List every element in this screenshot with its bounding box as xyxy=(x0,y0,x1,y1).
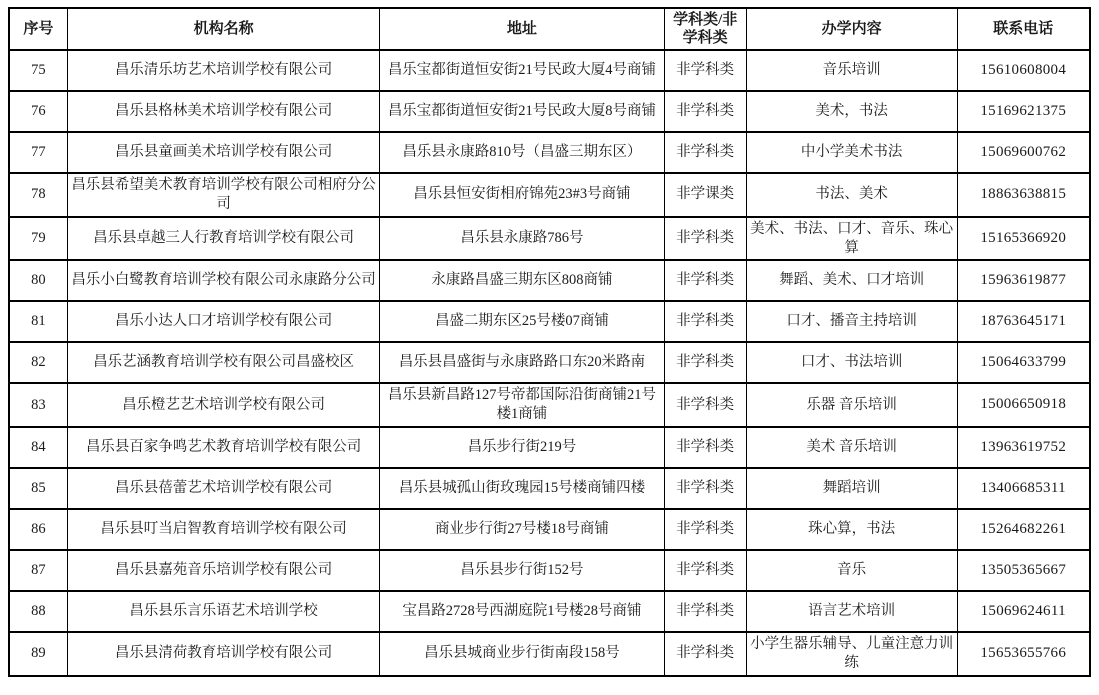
cell-address: 昌乐县恒安街相府锦苑23#3号商铺 xyxy=(380,173,664,217)
cell-category: 非学科类 xyxy=(664,591,746,632)
table-row xyxy=(9,468,1090,509)
cell-institution-name: 昌乐县叮当启智教育培训学校有限公司 xyxy=(67,509,379,550)
cell-category: 非学科类 xyxy=(664,260,746,301)
cell-institution-name: 昌乐县卓越三人行教育培训学校有限公司 xyxy=(67,217,379,261)
cell-address: 昌乐县永康路810号（昌盛三期东区） xyxy=(380,132,664,173)
cell-contact-phone: 18763645171 xyxy=(957,301,1090,342)
cell-address: 商业步行街27号楼18号商铺 xyxy=(380,509,664,550)
table-row xyxy=(9,342,1090,383)
cell-contact-phone: 18863638815 xyxy=(957,173,1090,217)
cell-teaching-content: 舞蹈、美术、口才培训 xyxy=(746,260,957,301)
cell-teaching-content: 珠心算，书法 xyxy=(746,509,957,550)
cell-teaching-content: 美术，书法 xyxy=(746,91,957,132)
table-row xyxy=(9,132,1090,173)
cell-address: 昌乐县新昌路127号帝都国际沿街商铺21号楼1商铺 xyxy=(380,383,664,427)
table-row xyxy=(9,591,1090,632)
cell-serial-number: 80 xyxy=(9,260,67,301)
cell-address: 宝昌路2728号西湖庭院1号楼28号商铺 xyxy=(380,591,664,632)
cell-contact-phone: 13963619752 xyxy=(957,427,1090,468)
cell-serial-number: 84 xyxy=(9,427,67,468)
column-header-teaching-content: 办学内容 xyxy=(746,8,957,50)
cell-address: 永康路昌盛三期东区808商铺 xyxy=(380,260,664,301)
cell-teaching-content: 口才、播音主持培训 xyxy=(746,301,957,342)
cell-contact-phone: 15264682261 xyxy=(957,509,1090,550)
cell-category: 非学科类 xyxy=(664,383,746,427)
training-institutions-table-container xyxy=(8,7,1091,677)
cell-contact-phone: 15653655766 xyxy=(957,632,1090,676)
cell-contact-phone: 15169621375 xyxy=(957,91,1090,132)
table-row xyxy=(9,301,1090,342)
cell-address: 昌乐县步行街152号 xyxy=(380,550,664,591)
cell-institution-name: 昌乐县希望美术教育培训学校有限公司相府分公司 xyxy=(67,173,379,217)
cell-institution-name: 昌乐县蓓蕾艺术培训学校有限公司 xyxy=(67,468,379,509)
cell-serial-number: 82 xyxy=(9,342,67,383)
cell-serial-number: 87 xyxy=(9,550,67,591)
cell-address: 昌乐宝都街道恒安街21号民政大厦4号商铺 xyxy=(380,50,664,91)
cell-teaching-content: 书法、美术 xyxy=(746,173,957,217)
cell-serial-number: 83 xyxy=(9,383,67,427)
cell-serial-number: 85 xyxy=(9,468,67,509)
cell-institution-name: 昌乐县格林美术培训学校有限公司 xyxy=(67,91,379,132)
cell-institution-name: 昌乐县童画美术培训学校有限公司 xyxy=(67,132,379,173)
cell-category: 非学科类 xyxy=(664,550,746,591)
cell-category: 非学课类 xyxy=(664,173,746,217)
column-header-address: 地址 xyxy=(380,8,664,50)
cell-teaching-content: 语言艺术培训 xyxy=(746,591,957,632)
cell-category: 非学科类 xyxy=(664,50,746,91)
training-institutions-table xyxy=(8,7,1091,677)
cell-category: 非学科类 xyxy=(664,132,746,173)
cell-contact-phone: 15165366920 xyxy=(957,217,1090,261)
cell-contact-phone: 15610608004 xyxy=(957,50,1090,91)
cell-address: 昌盛二期东区25号楼07商铺 xyxy=(380,301,664,342)
cell-contact-phone: 15064633799 xyxy=(957,342,1090,383)
table-row xyxy=(9,50,1090,91)
table-row xyxy=(9,217,1090,261)
cell-teaching-content: 美术 音乐培训 xyxy=(746,427,957,468)
table-row xyxy=(9,632,1090,676)
table-row xyxy=(9,427,1090,468)
cell-category: 非学科类 xyxy=(664,632,746,676)
cell-serial-number: 88 xyxy=(9,591,67,632)
cell-institution-name: 昌乐县嘉苑音乐培训学校有限公司 xyxy=(67,550,379,591)
cell-serial-number: 77 xyxy=(9,132,67,173)
cell-contact-phone: 15963619877 xyxy=(957,260,1090,301)
cell-category: 非学科类 xyxy=(664,427,746,468)
cell-teaching-content: 音乐 xyxy=(746,550,957,591)
cell-institution-name: 昌乐艺涵教育培训学校有限公司昌盛校区 xyxy=(67,342,379,383)
cell-address: 昌乐县永康路786号 xyxy=(380,217,664,261)
cell-serial-number: 79 xyxy=(9,217,67,261)
cell-address: 昌乐县城商业步行街南段158号 xyxy=(380,632,664,676)
cell-serial-number: 89 xyxy=(9,632,67,676)
cell-contact-phone: 15069624611 xyxy=(957,591,1090,632)
cell-teaching-content: 乐器 音乐培训 xyxy=(746,383,957,427)
cell-address: 昌乐宝都街道恒安街21号民政大厦8号商铺 xyxy=(380,91,664,132)
cell-serial-number: 81 xyxy=(9,301,67,342)
table-header-row xyxy=(9,8,1090,50)
cell-serial-number: 86 xyxy=(9,509,67,550)
cell-category: 非学科类 xyxy=(664,217,746,261)
cell-serial-number: 75 xyxy=(9,50,67,91)
cell-teaching-content: 舞蹈培训 xyxy=(746,468,957,509)
cell-institution-name: 昌乐县百家争鸣艺术教育培训学校有限公司 xyxy=(67,427,379,468)
cell-serial-number: 76 xyxy=(9,91,67,132)
cell-teaching-content: 美术、书法、口才、音乐、珠心算 xyxy=(746,217,957,261)
cell-category: 非学科类 xyxy=(664,342,746,383)
column-header-institution-name: 机构名称 xyxy=(67,8,379,50)
cell-serial-number: 78 xyxy=(9,173,67,217)
cell-category: 非学科类 xyxy=(664,468,746,509)
cell-institution-name: 昌乐县清荷教育培训学校有限公司 xyxy=(67,632,379,676)
cell-contact-phone: 15006650918 xyxy=(957,383,1090,427)
cell-address: 昌乐步行街219号 xyxy=(380,427,664,468)
cell-category: 非学科类 xyxy=(664,509,746,550)
table-body xyxy=(9,50,1090,676)
cell-institution-name: 昌乐小白鹭教育培训学校有限公司永康路分公司 xyxy=(67,260,379,301)
column-header-contact-phone: 联系电话 xyxy=(957,8,1090,50)
cell-category: 非学科类 xyxy=(664,301,746,342)
cell-category: 非学科类 xyxy=(664,91,746,132)
cell-contact-phone: 15069600762 xyxy=(957,132,1090,173)
cell-institution-name: 昌乐小达人口才培训学校有限公司 xyxy=(67,301,379,342)
cell-teaching-content: 中小学美术书法 xyxy=(746,132,957,173)
table-row xyxy=(9,173,1090,217)
cell-address: 昌乐县城孤山街玫瑰园15号楼商铺四楼 xyxy=(380,468,664,509)
table-row xyxy=(9,91,1090,132)
table-row xyxy=(9,383,1090,427)
cell-contact-phone: 13505365667 xyxy=(957,550,1090,591)
cell-institution-name: 昌乐县乐言乐语艺术培训学校 xyxy=(67,591,379,632)
cell-teaching-content: 音乐培训 xyxy=(746,50,957,91)
table-row xyxy=(9,260,1090,301)
cell-institution-name: 昌乐清乐坊艺术培训学校有限公司 xyxy=(67,50,379,91)
cell-teaching-content: 小学生器乐辅导、儿童注意力训练 xyxy=(746,632,957,676)
table-row xyxy=(9,509,1090,550)
cell-institution-name: 昌乐橙艺艺术培训学校有限公司 xyxy=(67,383,379,427)
table-row xyxy=(9,550,1090,591)
column-header-serial-number: 序号 xyxy=(9,8,67,50)
cell-address: 昌乐县昌盛街与永康路路口东20米路南 xyxy=(380,342,664,383)
cell-contact-phone: 13406685311 xyxy=(957,468,1090,509)
column-header-category: 学科类/非学科类 xyxy=(664,8,746,50)
cell-teaching-content: 口才、书法培训 xyxy=(746,342,957,383)
